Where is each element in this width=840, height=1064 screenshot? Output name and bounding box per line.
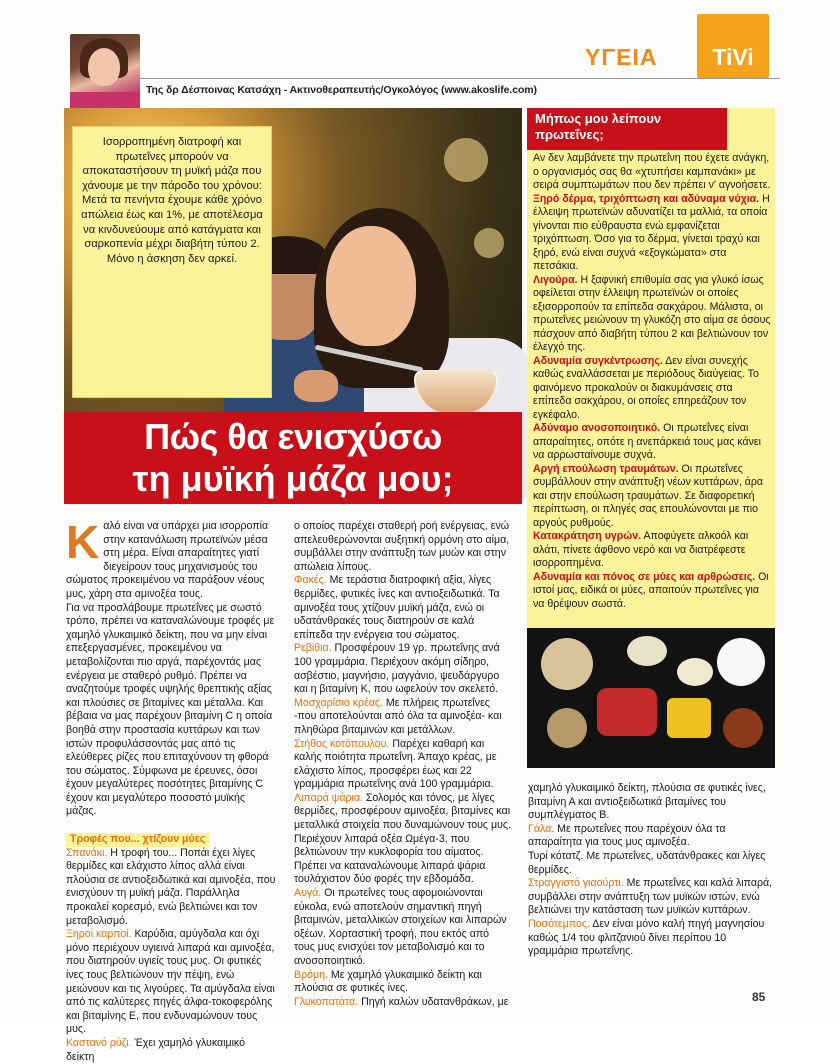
food-item: Βρόμη. Με χαμηλό γλυκαιμικό δείκτη και πλούσια σε φυτικές ίνες. [294,968,482,995]
food-item: Γλυκοπατάτα. Πηγή καλών υδατανθράκων, με [294,995,509,1008]
food-item: Καστανό ρύζι. Έχει χαμηλό γλυκαιμικό δείκτη [66,1036,245,1063]
food-item: Λιπαρά ψάρια. Σολομός και τόνος, με λίγες θερμίδες, προσφέρουν αμινοξέα, βιταμίνες και μεταλλικά στοιχεία που δυναμώνουν τους μυς. Περιέχουν λιπαρά οξέα Ωμέγα-3, που βελτιώνουν την κυκλοφορία του αίματος. Πρέπει να καταναλώνουμε λιπαρά ψάρια τουλάχιστον δύο φορές την εβδομάδα. [294,791,511,886]
food-item: Μοσχαρίσιο κρέας. Με πλήρεις πρωτεΐνες -που αποτελούνται από όλα τα αμινοξέα- και πληθώρα βιταμινών και μετάλλων. [294,696,502,736]
food-item: Στήθος κοτόπουλου. Παρέχει καθαρή και καλής ποιότητα πρωτεΐνη. Άπαχο κρέας, με ελάχιστο λίπος, προσφέρει έως και 22 γραμμάρια πρωτεΐνης ανά 100 γραμμάρια. [294,737,497,791]
title-line-2: τη μυϊκή μάζα μου; [132,458,454,499]
food-item: Γάλα. Με πρωτεΐνες που παρέχουν όλα τα απαραίτητα για τους μυς αμινοξέα. [528,822,726,849]
article-column-1 [66,516,276,1064]
food-item: Φακές. Με τεράστια διατροφική αξία, λίγες θερμίδες, φυτικές ίνες και αντιοξειδωτικά. Τα αμινοξέα τους χτίζουν μυϊκή μάζα, ενώ οι υδατάνθρακές τους διατηρούν σε καλά επίπεδα την ενέργεια του σώματος. [294,574,500,641]
body-paragraph: χαμηλό γλυκαιμικό δείκτη, πλούσια σε φυτικές ίνες, βιταμίνη Α και αντιοξειδωτικά βιταμίνες του συμπλέγματος Β. [528,782,766,822]
food-item: Τυρί κότατζ. Με πρωτεΐνες, υδατάνθρακες και λίγες θερμίδες. [528,849,766,876]
article-column-3 [528,782,774,959]
sidebar-title: Μήπως μου λείπουν πρωτεΐνες; [527,108,727,150]
sidebar-item: Αδύναμο ανοσοποιητικό. Οι πρωτεΐνες είναι απαραίτητες, οπότε η ανεπάρκειά τους μας κάνει να αρρωσταίνουμε συχνά. [533,422,761,461]
food-item: Στραγγιστό γιαούρτι. Με πρωτεΐνες και καλά λιπαρά, συμβάλλει στην ανάπτυξη των μυϊκών ιστών, ενώ βελτιώνει την κατάσταση των μυϊκών κυττάρων. [528,877,773,917]
intro-callout: Ισορροπημένη διατροφή και πρωτεΐνες μπορούν να αποκαταστήσουν τη μυϊκή μάζα που χάνουμε με την πάροδο του χρόνου: Μετά τα πενήντα έχουμε κάθε χρόνο απώλεια έως και 1%, με αποτέλεσμα να κινδυνεύουμε από κατάγματα και σαρκοπενία μέχρι διαβήτη τύπου 2. Μόνο η άσκηση δεν αρκεί. [72,126,272,398]
section-brand [585,14,790,72]
food-item: Ρεβίθια. Προσφέρουν 19 γρ. πρωτεΐνης ανά 100 γραμμάρια. Περιέχουν ακόμη σίδηρο, ασβέστιο, μαγνήσιο, μαγγάνιο, ψευδάργυρο και η βιταμίνη Κ, που ωφελούν τον σκελετό. [294,642,500,696]
article-column-2 [294,520,512,1009]
food-item: Ξηροί καρποί. Καρύδια, αμύγδαλα και όχι μόνο περιέχουν υγιεινά λιπαρά και αμινοξέα, που διατηρούν υγιείς τους μυς. Οι φυτικές ίνες τους βελτιώνουν την πέψη, ενώ μειώνουν και τις λιγούρες. Τα αμύγδαλα είναι από τις καλύτερες πηγές άλφα-τοκοφερόλης και βιταμίνης Ε, που ενδυναμώνουν τους μυς. [66,928,275,1036]
sidebar-intro: Αν δεν λαμβάνετε την πρωτεΐνη που έχετε ανάγκη, ο οργανισμός σας θα «χτυπήσει καμπανάκι» με σειρά συμπτωμάτων που δεν πρέπει ν' αγνοήσετε. [533,152,771,191]
sidebar-item: Αδυναμία συγκέντρωσης. Δεν είναι συνεχής καθώς εναλλάσσεται με περιόδους διαύγειας. Το φαινόμενο προκαλούν οι διακυμάνσεις στα επίπεδα σακχάρου, οι οποίες επηρεάζουν τον εγκέφαλο. [533,354,759,421]
food-item: Αυγά. Οι πρωτεΐνες τους αφομοιώνονται εύκολα, ενώ αποτελούν σημαντική πηγή βιταμινών, μεταλλικών στοιχείων και λιπαρών οξέων. Χορταστική τροφή, που εκτός από τους μυς ενισχύει τον μεταβολισμό και το ανοσοποιητικό. [294,887,507,967]
sidebar-item: Αργή επούλωση τραυμάτων. Οι πρωτεΐνες συμβάλλουν στην ανάπτυξη νέων κυττάρων, άρα και στην επούλωση τραυμάτων. Σε διαφορετική περίπτωση, οι πληγές σας επουλώνονται με πιο αργούς ρυθμούς. [533,462,764,529]
header-divider [140,78,780,79]
food-photo [527,628,775,768]
drop-cap: Κ [66,516,100,568]
sidebar-item: Λιγούρα. Η ξαφνική επιθυμία σας για γλυκό ίσως οφείλεται στην έλλειψη πρωτεϊνών οι οποίες εξισορροπούν τα επίπεδα σακχάρου. Μάλιστα, οι πρωτεΐνες μειώνουν τη γλυκόζη στο αίμα σε όσους πάσχουν από διαβήτη τύπου 2 και βελτιώνουν τον έλεγχό της. [533,273,771,353]
sidebar-body [533,152,771,611]
body-paragraph: Για να προσλάβουμε πρωτεΐνες με σωστό τρόπο, πρέπει να καταναλώνουμε τροφές με χαμηλό γλυκαιμικό δείκτη, που να μην είναι επεξεργασμένες, προκειμένου να μεταβολίζονται πιο αργά, παρέχοντάς μας ενέργεια με σταθερό ρυθμό. Πρέπει να αναζητούμε τροφές υψηλής θρεπτικής αξίας και πλούσιες σε βιταμίνες και μέταλλα. Και βέβαια να μας παρέχουν βιταμίνη C η οποία βοηθά στην προστασία κυττάρων και των ιστών προφυλάσσοντάς μας από τις ελεύθερες ρίζες που επιταχύνουν τη φθορά του σώματος. Σύμφωνα με έρευνες, όσοι έχουν μεγαλύτερες ποσότητες βιταμίνης C έχουν και μεγαλύτερο ποσοστό μυϊκής μάζας. [66,601,275,818]
article-title [64,412,522,504]
sidebar-item: Ξηρό δέρμα, τριχόπτωση και αδύναμα νύχια. Η έλλειψη πρωτεϊνών αδυνατίζει τα μαλλιά, τα οποία γίνονται πιο εύθραυστα ενώ εμφανίζεται τριχόπτωση. Όσο για το δέρμα, γίνεται τραχύ και ξηρό, ενώ είναι συχνά «εξογκώματα» στα πετσάκια. [533,192,770,272]
sidebar-item: Κατακράτηση υγρών. Αποφύγετε αλκοόλ και αλάτι, πίνετε άφθονο νερό και να διατρέφεστε ισορροπημένα. [533,530,749,569]
page-number: 85 [752,990,766,1004]
intro-paragraph: αλό είναι να υπάρχει μια ισορροπία στην κατανάλωση πρωτεϊνών μέσα στη μέρα. Είναι απαραίτητες γιατί διεγείρουν τους μηχανισμούς του σώματος προκειμένου να παράξουν νέους μυς, χάρη στα αμινοξέα τους. [66,520,269,600]
foods-heading: Τροφές που... χτίζουν μύες [66,833,209,847]
body-paragraph: ο οποίος παρέχει σταθερή ροή ενέργειας, ενώ απελευθερώνονται αυξητική ορμόνη στο αίμα, συμβάλλει στην ανάπτυξη των μυών και στην απώλεια λίπους. [294,520,510,573]
section-title: ΥΓΕΙΑ [585,44,658,70]
sidebar-item: Αδυναμία και πόνος σε μύες και αρθρώσεις. Οι ιστοί μας, ειδικά οι μύες, απαιτούν πρωτεΐνες για να θρέψουν σωστά. [533,570,769,610]
author-byline: Της δρ Δέσποινας Κατσάχη - Ακτινοθεραπευτής/Ογκολόγος (www.akoslife.com) [146,84,537,96]
tivi-logo: TiVi [697,14,769,78]
title-line-1: Πώς θα ενισχύσω [144,416,442,457]
food-item: Σπανάκι. Η τροφή του... Ποπάι έχει λίγες θερμίδες και ελάχιστο λίπος αλλά είναι πλούσια σε αντιοξειδωτικά και αμινοξέα, που ενισχύουν τη μυϊκή μάζα. Παράλληλα προκαλεί κορεσμό, ενώ βελτιώνει και τον μεταβολισμό. [66,846,276,927]
food-item: Ποσότεμπος. Δεν είναι μόνο καλή πηγή μαγνησίου καθώς 1/4 του φλιτζανιού δίνει περίπου 10 γραμμάρια πρωτεΐνης. [528,917,765,958]
author-photo [70,34,140,110]
